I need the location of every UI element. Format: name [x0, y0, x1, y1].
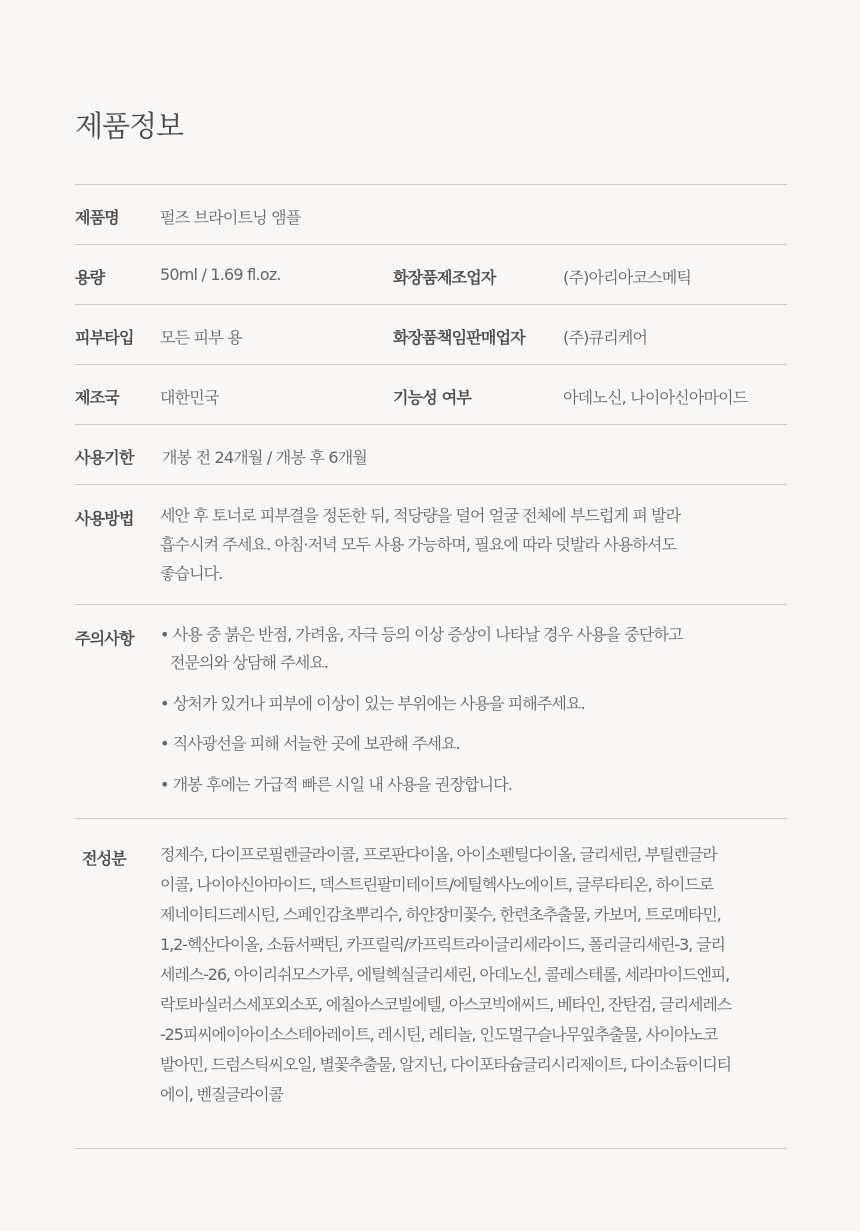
- usage-line: 세안 후 토너로 피부결을 정돈한 뒤, 적당량을 덜어 얼굴 전체에 부드럽게 펴 발라: [160, 506, 681, 525]
- ingredients-line: -25피씨에이아이소스테아레이트, 레시틴, 레티놀, 인도멀구슬나무잎추출물, 사이아노코: [160, 1025, 718, 1044]
- country-value: 대한민국: [160, 388, 219, 407]
- caution-item-text: • 사용 중 붉은 반점, 가려움, 자극 등의 이상 증상이 나타날 경우 사용을 중단하고: [160, 625, 683, 644]
- manufacturer-value: (주)아리아코스메틱: [563, 268, 692, 287]
- shelf-life-label: 사용기한: [75, 448, 134, 467]
- caution-item-text: • 개봉 후에는 가급적 빠른 시일 내 사용을 권장합니다.: [160, 775, 512, 794]
- usage-label: 사용방법: [75, 509, 134, 528]
- manufacturer-label: 화장품제조업자: [393, 268, 496, 287]
- product-name-value: 펄즈 브라이트닝 앰플: [160, 208, 301, 227]
- caution-item-text: • 상처가 있거나 피부에 이상이 있는 부위에는 사용을 피해주세요.: [160, 694, 585, 713]
- function-value: 아데노신, 나이아신아마이드: [563, 388, 748, 407]
- function-label: 기능성 여부: [393, 388, 472, 407]
- caution-item-text: • 직사광선을 피해 서늘한 곳에 보관해 주세요.: [160, 734, 460, 753]
- ingredients-line: 정제수, 다이프로필렌글라이콜, 프로판다이올, 아이소펜틸다이올, 글리세린, 부틸렌글라: [160, 845, 717, 864]
- ingredients-line: 발아민, 드럼스틱씨오일, 별꽃추출물, 알지닌, 다이포타슘글리시리제이트, 다이소듐이디티: [160, 1055, 732, 1074]
- divider: [75, 1148, 787, 1149]
- usage-line: 흡수시켜 주세요. 아침·저녁 모두 사용 가능하며, 필요에 따라 덧발라 사용하셔도: [160, 535, 677, 554]
- volume-label: 용량: [75, 268, 105, 287]
- divider: [75, 304, 787, 305]
- caution-item: [160, 690, 585, 718]
- seller-value: (주)큐리케어: [563, 328, 648, 347]
- ingredients-line: 에이, 벤질글라이콜: [160, 1085, 283, 1104]
- caution-item: [160, 730, 460, 758]
- divider: [75, 184, 787, 185]
- divider: [75, 484, 787, 485]
- ingredients-line: 락토바실러스세포외소포, 에칠아스코빌에텔, 아스코빅애씨드, 베타인, 잔탄검, 글리세레스: [160, 995, 732, 1014]
- divider: [75, 604, 787, 605]
- usage-line: 좋습니다.: [160, 564, 223, 583]
- divider: [75, 364, 787, 365]
- usage-text: [160, 501, 780, 588]
- ingredients-line: 1,2-헥산다이올, 소듐서팩틴, 카프릴릭/카프릭트라이글리세라이드, 폴리글리세린-3, 글리: [160, 935, 725, 954]
- caution-item: [160, 771, 512, 799]
- ingredients-label: 전성분: [82, 849, 126, 868]
- ingredients-line: 제네이티드레시틴, 스페인감초뿌리수, 하얀장미꽃수, 한련초추출물, 카보머, 트로메타민,: [160, 905, 721, 924]
- skin-type-label: 피부타입: [75, 328, 134, 347]
- caution-label: 주의사항: [75, 629, 134, 648]
- skin-type-value: 모든 피부 용: [160, 328, 242, 347]
- country-label: 제조국: [75, 388, 119, 407]
- divider: [75, 424, 787, 425]
- shelf-life-value: 개봉 전 24개월 / 개봉 후 6개월: [162, 448, 368, 467]
- ingredients-line: 이콜, 나이아신아마이드, 덱스트린팔미테이트/에틸헥사노에이트, 글루타티온, 하이드로: [160, 875, 713, 894]
- volume-value: 50ml / 1.69 fl.oz.: [160, 265, 281, 284]
- product-name-label: 제품명: [75, 208, 119, 227]
- caution-item: [160, 621, 683, 677]
- divider: [75, 244, 787, 245]
- ingredients-text: [160, 840, 788, 1110]
- ingredients-line: 세레스-26, 아이리쉬모스가루, 에틸헥실글리세린, 아데노신, 콜레스테롤, 세라마이드엔피,: [160, 965, 730, 984]
- divider: [75, 818, 787, 819]
- caution-item-text: 전문의와 상담해 주세요.: [170, 653, 329, 672]
- seller-label: 화장품책임판매업자: [393, 328, 525, 347]
- page-title: 제품정보: [75, 109, 184, 143]
